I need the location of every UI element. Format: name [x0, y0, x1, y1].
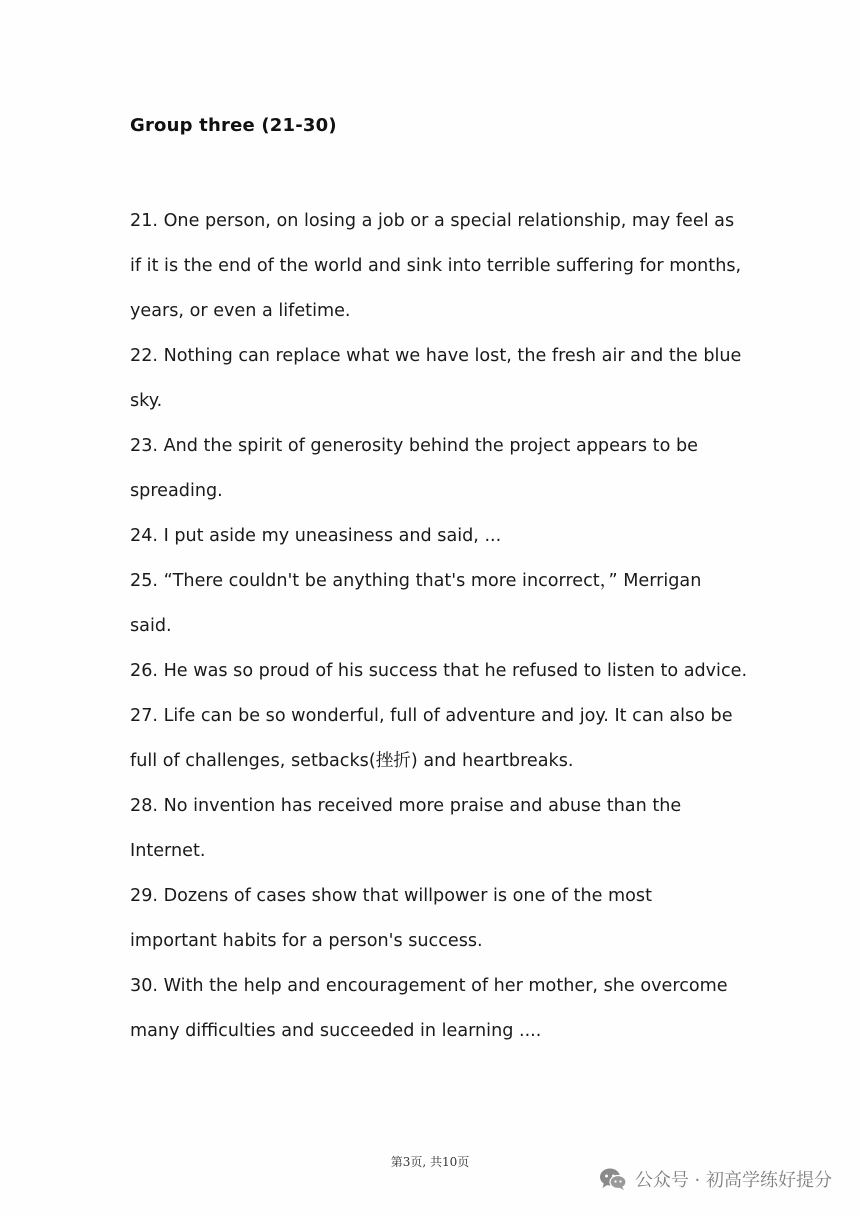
text-line: many difficulties and succeeded in learning .... [130, 1021, 542, 1041]
watermark-text: 公众号 · 初高学练好提分 [634, 1170, 832, 1191]
text-line: if it is the end of the world and sink into terrible suffering for months, [130, 256, 742, 276]
text-line: full of challenges, setbacks(挫折) and heartbreaks. [130, 751, 574, 771]
page-number: 第3页, 共10页 [390, 1155, 470, 1169]
sentence-list [130, 199, 748, 1054]
section-heading: Group three (21-30) [130, 115, 337, 136]
text-line: spreading. [130, 481, 223, 501]
text-line: important habits for a person's success. [130, 931, 483, 951]
text-line: 23. And the spirit of generosity behind the project appears to be [130, 436, 698, 456]
text-line: years, or even a lifetime. [130, 301, 351, 321]
text-line: 22. Nothing can replace what we have lost, the fresh air and the blue [130, 346, 742, 366]
watermark [599, 1166, 832, 1192]
text-line: 28. No invention has received more praise and abuse than the [130, 796, 682, 816]
text-line: 29. Dozens of cases show that willpower is one of the most [130, 886, 652, 906]
text-line: 25. “There couldn't be anything that's more incorrect，” Merrigan [130, 571, 702, 591]
text-line: 30. With the help and encouragement of her mother, she overcome [130, 976, 728, 996]
text-line: 26. He was so proud of his success that he refused to listen to advice. [130, 661, 748, 681]
text-line: said. [130, 616, 172, 636]
text-line: sky. [130, 391, 163, 411]
text-line: 24. I put aside my uneasiness and said, ... [130, 526, 502, 546]
text-line: 21. One person, on losing a job or a special relationship, may feel as [130, 211, 735, 231]
text-line: 27. Life can be so wonderful, full of adventure and joy. It can also be [130, 706, 733, 726]
wechat-icon [599, 1167, 627, 1191]
text-line: Internet. [130, 841, 206, 861]
